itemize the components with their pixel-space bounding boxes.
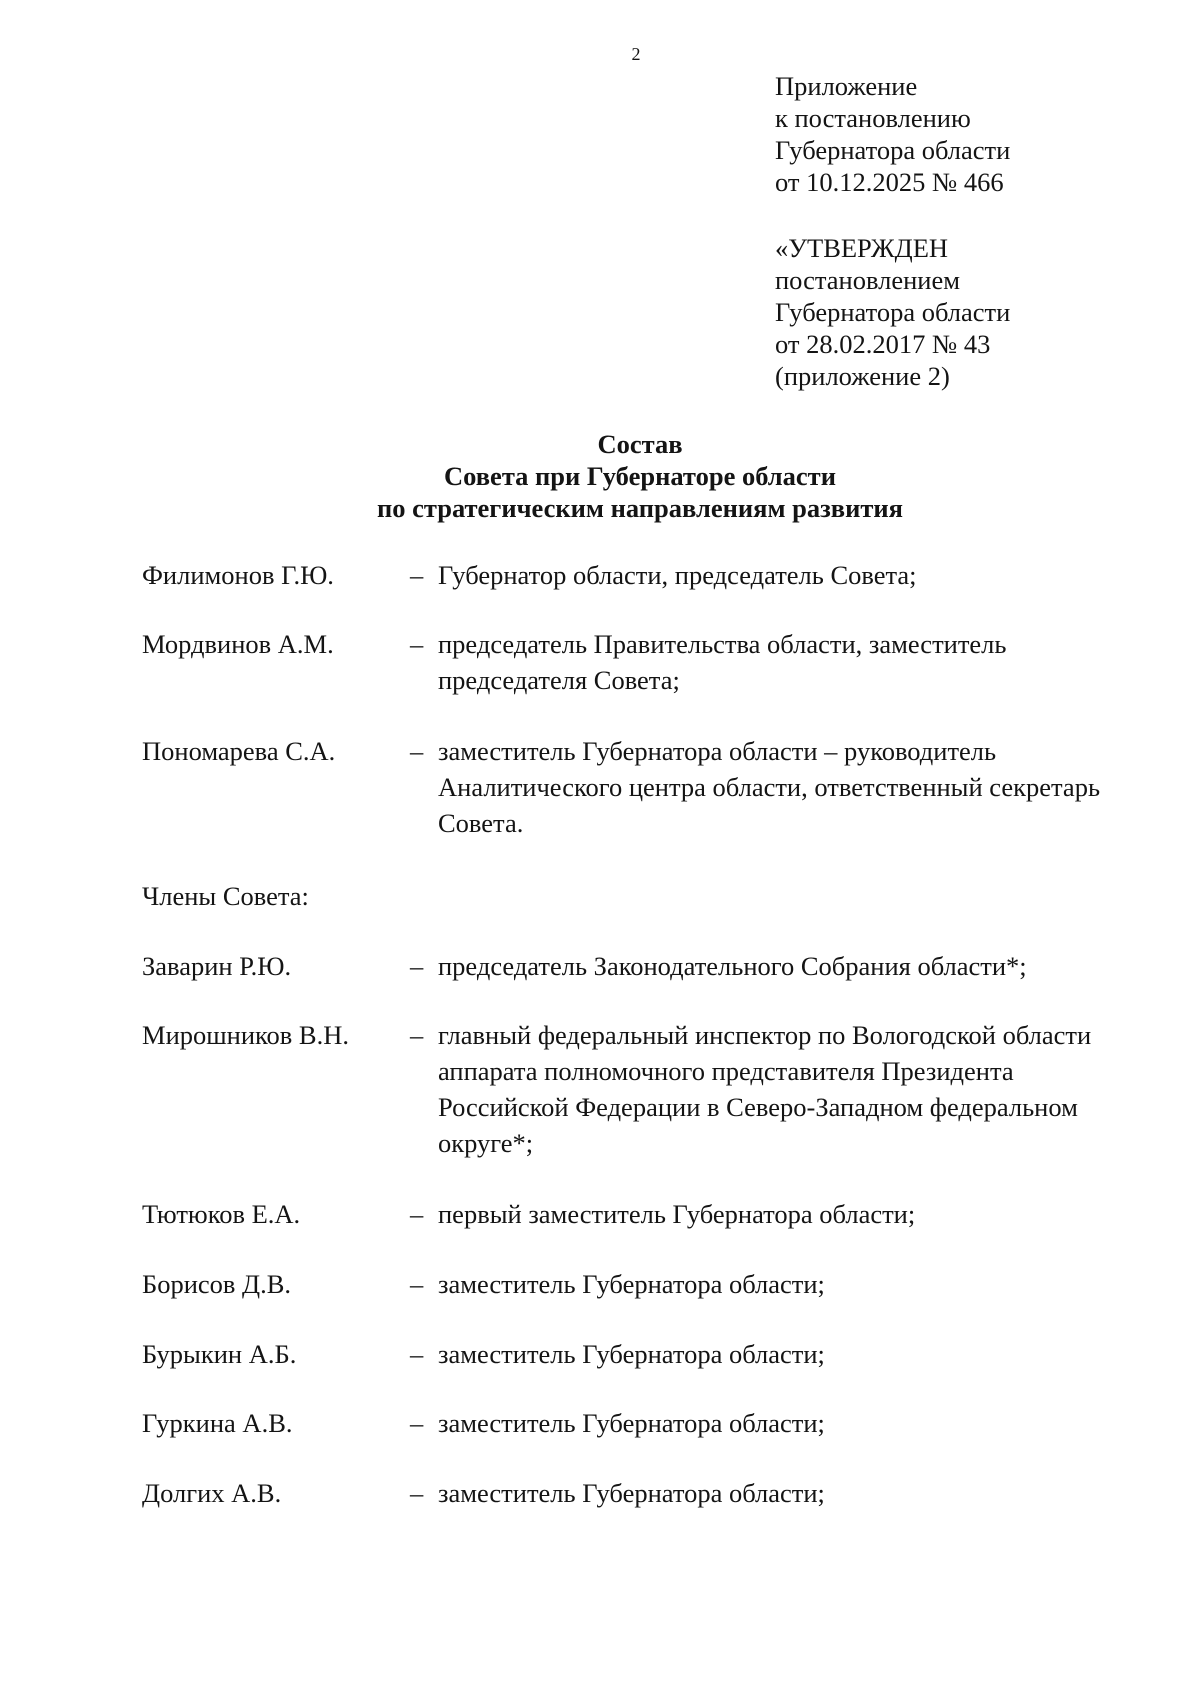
members-heading: Члены Совета: bbox=[142, 881, 309, 911]
member-role: первый заместитель Губернатора области; bbox=[438, 1199, 916, 1229]
approved-line: (приложение 2) bbox=[775, 361, 950, 391]
member-role: председатель Законодательного Собрания области*; bbox=[438, 951, 1027, 981]
member-role: заместитель Губернатора области – руководитель Аналитического центра области, ответственный секретарь Совета. bbox=[438, 736, 1101, 838]
dash: – bbox=[410, 1339, 424, 1369]
member-name: Заварин Р.Ю. bbox=[142, 951, 292, 981]
approved-line: от 28.02.2017 № 43 bbox=[775, 329, 991, 359]
dash: – bbox=[410, 1408, 424, 1438]
title-line: Состав bbox=[597, 429, 683, 459]
appendix-line: Приложение bbox=[775, 71, 918, 101]
dash: – bbox=[410, 736, 424, 766]
appendix-line: к постановлению bbox=[775, 103, 971, 133]
title-line: Совета при Губернаторе области bbox=[444, 461, 836, 491]
member-name: Филимонов Г.Ю. bbox=[142, 560, 334, 590]
approved-stamp-text bbox=[775, 232, 1185, 392]
dash: – bbox=[410, 560, 424, 590]
member-name: Борисов Д.В. bbox=[142, 1269, 292, 1299]
dash: – bbox=[410, 1269, 424, 1299]
member-name: Тютюков Е.А. bbox=[142, 1199, 301, 1229]
member-role: председатель Правительства области, заместитель председателя Совета; bbox=[438, 629, 1007, 695]
dash: – bbox=[410, 1020, 424, 1050]
member-role: главный федеральный инспектор по Вологодской области аппарата полномочного представителя Президента Российской Федерации в Северо-Западном федеральном округе*; bbox=[438, 1020, 1092, 1158]
member-name: Долгих А.В. bbox=[142, 1478, 282, 1508]
member-name: Гуркина А.В. bbox=[142, 1408, 293, 1438]
member-name: Пономарева С.А. bbox=[142, 736, 336, 766]
member-role: заместитель Губернатора области; bbox=[438, 1478, 825, 1508]
dash: – bbox=[410, 1478, 424, 1508]
member-role: Губернатор области, председатель Совета; bbox=[438, 560, 917, 590]
page-number: 2 bbox=[631, 44, 641, 64]
member-role: заместитель Губернатора области; bbox=[438, 1339, 825, 1369]
title-line: по стратегическим направлениям развития bbox=[376, 493, 904, 523]
dash: – bbox=[410, 951, 424, 981]
dash: – bbox=[410, 629, 424, 659]
member-name: Мирошников В.Н. bbox=[142, 1020, 349, 1050]
member-name: Бурыкин А.Б. bbox=[142, 1339, 297, 1369]
member-role: заместитель Губернатора области; bbox=[438, 1408, 825, 1438]
document-title bbox=[0, 428, 1200, 524]
approved-line: Губернатора области bbox=[775, 297, 1011, 327]
dash: – bbox=[410, 1199, 424, 1229]
approved-line: «УТВЕРЖДЕН bbox=[775, 233, 949, 263]
appendix-line: от 10.12.2025 № 466 bbox=[775, 167, 1004, 197]
approved-line: постановлением bbox=[775, 265, 960, 295]
appendix-header bbox=[775, 70, 1185, 198]
appendix-line: Губернатора области bbox=[775, 135, 1011, 165]
member-role: заместитель Губернатора области; bbox=[438, 1269, 825, 1299]
member-name: Мордвинов А.М. bbox=[142, 629, 334, 659]
